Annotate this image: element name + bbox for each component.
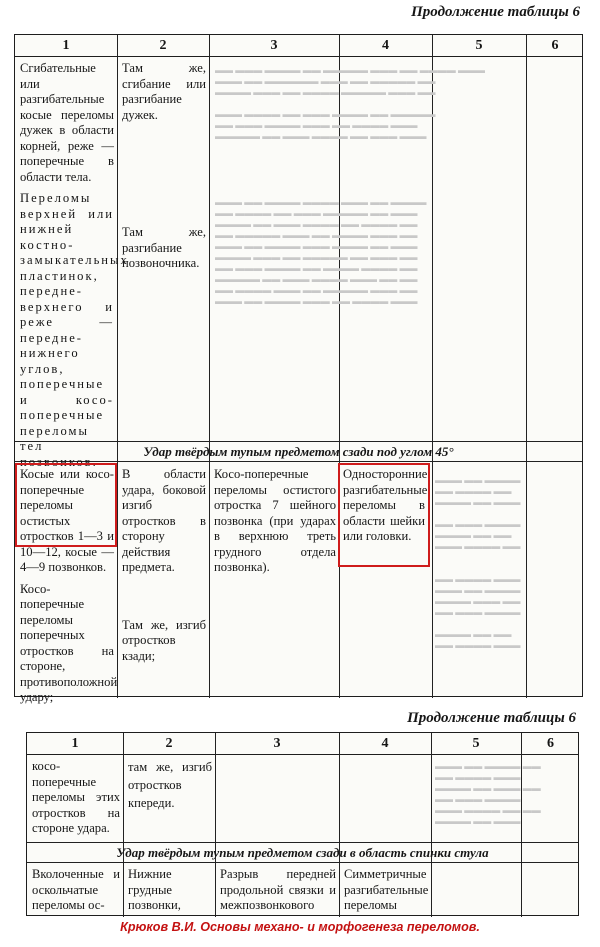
bleed-through-texture: ▬▬▬ ▬▬ ▬▬▬▬ ▬▬ ▬▬▬▬ ▬▬ ▬▬▬▬ ▬▬ ▬▬▬ ▬▬ ▬▬▬ ▬▬▬▬ ▬▬▬▬ ▬▬ ▬▬ ▬▬▬ ▬▬▬▬ ▬▬ ▬▬ ▬▬▬▬ ▬▬▬ ▬▬▬ ▬▬ ▬▬▬▬ ▬▬▬▬ ▬▬▬ ▬▬ ▬▬ ▬▬▬ ▬▬▬▬ ▬▬▬▬ ▬▬ ▬▬ ▬▬ ▬▬▬▬ ▬▬▬	[435, 475, 521, 650]
cell-text: Косо-поперечные переломы остистого отростка 7 шейного позвонка (при ударах в верхнюю треть грудного отдела позвонка).	[214, 467, 336, 574]
column-divider	[215, 733, 216, 917]
cell-text: Симметричные разгибательные переломы	[344, 867, 428, 912]
column-number-6: 6	[551, 38, 559, 53]
cell-cont-col2	[128, 759, 212, 812]
column-number-2: 2	[159, 38, 167, 53]
column-number-3: 3	[270, 38, 278, 53]
column-divider	[117, 35, 118, 698]
cell-text: Нижние грудные позвонки,	[128, 867, 181, 912]
cell-text: косо-поперечные переломы этих отростков на стороне удара.	[32, 759, 120, 835]
row-divider	[27, 862, 578, 863]
cell-text: Там же, сгибание или разгибание дужек.	[122, 61, 206, 122]
cell-text: В области удара, боковой изгиб отростков в сторону действия предмета.	[122, 467, 206, 574]
highlight-box-unilateral-fractures	[338, 463, 430, 567]
column-divider	[431, 733, 432, 917]
column-number-2: 2	[165, 736, 173, 751]
cell-text: Разрыв передней продольной связки и межпозвонкового	[220, 867, 336, 912]
cell-text: Сгибательные или разгибательные косые переломы дужек в области корней, реже — поперечные в области тела.	[20, 61, 114, 184]
table-scan-top	[14, 34, 583, 704]
table-scan-bottom	[26, 732, 579, 916]
cell-cont-col1	[32, 759, 120, 837]
cell-text: Вколоченные и оскольчатые переломы ос-	[32, 867, 120, 912]
cell-row1-col1	[20, 61, 129, 470]
column-number-5: 5	[475, 38, 483, 53]
column-divider	[339, 733, 340, 917]
cell-text: Там же, изгиб отростков кзади;	[122, 617, 206, 663]
cell-row1-col2	[122, 61, 206, 272]
continuation-header-bottom: Продолжение таблицы 6	[407, 710, 576, 726]
row-divider	[27, 842, 578, 843]
source-citation: Крюков В.И. Основы механо- и морфогенеза переломов.	[120, 920, 480, 934]
cell-text: Косые или косо-поперечные переломы остистых отростков 1—3 и 10—12, косые — 4—9 позвонков.	[20, 467, 114, 574]
cell-text: там же, изгиб отростков кпереди.	[128, 760, 212, 810]
cell-row2-col1	[32, 867, 120, 913]
cell-text: Односторонние разгибательные переломы в области шейки или головки.	[343, 467, 428, 543]
cell-row2-col3	[214, 467, 336, 576]
column-number-3: 3	[273, 736, 281, 751]
column-number-1: 1	[71, 736, 79, 751]
cell-row2-col2	[122, 467, 206, 664]
bleed-through-texture: ▬▬ ▬▬▬ ▬▬▬▬ ▬▬ ▬▬▬▬▬ ▬▬▬ ▬▬ ▬▬▬▬ ▬▬▬ ▬▬▬ ▬▬ ▬▬▬▬▬▬ ▬▬▬ ▬▬ ▬▬▬▬▬ ▬▬ ▬▬▬▬ ▬▬▬ ▬▬ ▬▬▬▬ ▬▬▬▬▬ ▬▬▬ ▬▬ ▬▬▬ ▬▬▬▬ ▬▬ ▬▬▬ ▬▬▬▬ ▬▬ ▬▬▬▬▬ ▬▬ ▬▬▬ ▬▬▬▬ ▬▬▬ ▬▬ ▬▬▬▬ ▬▬▬ ▬▬▬▬▬ ▬▬ ▬▬▬ ▬▬▬▬ ▬▬ ▬▬▬ ▬▬▬ ▬▬▬ ▬▬ ▬▬▬▬ ▬▬▬▬ ▬▬▬ ▬▬ ▬▬▬▬ ▬▬ ▬▬▬▬ ▬▬ ▬▬▬ ▬▬▬▬▬ ▬▬ ▬▬▬ ▬▬▬▬ ▬▬ ▬▬▬ ▬▬▬▬ ▬▬ ▬▬▬▬ ▬▬ ▬▬ ▬▬▬▬▬ ▬▬▬ ▬▬ ▬▬▬▬ ▬▬▬ ▬▬ ▬▬▬ ▬▬ ▬▬▬▬ ▬▬▬ ▬▬▬▬ ▬▬ ▬▬▬ ▬▬▬▬ ▬▬▬ ▬▬ ▬▬▬▬▬ ▬▬ ▬▬▬ ▬▬ ▬▬ ▬▬▬ ▬▬▬▬ ▬▬ ▬▬▬▬ ▬▬▬▬ ▬▬ ▬▬▬▬▬ ▬▬ ▬▬▬ ▬▬▬▬ ▬▬▬ ▬▬ ▬▬ ▬▬ ▬▬▬▬ ▬▬▬ ▬▬ ▬▬▬▬▬ ▬▬▬ ▬▬ ▬▬▬ ▬▬ ▬▬▬▬ ▬▬▬ ▬▬ ▬▬▬▬ ▬▬▬	[215, 65, 485, 306]
section-banner: Удар твёрдым тупым предметом сзади в область спинки стула	[116, 845, 489, 860]
cell-row2-col4	[344, 867, 428, 913]
column-number-4: 4	[382, 38, 389, 53]
column-header-row	[27, 733, 578, 755]
column-number-5: 5	[472, 736, 480, 751]
section-banner: Удар твёрдым тупым предметом сзади под углом 45°	[143, 444, 454, 459]
column-number-6: 6	[547, 736, 554, 751]
cell-text: Там же, разгибание позвоночника.	[122, 225, 206, 270]
cell-text: Переломы верхней или нижней костно-замыкательных пластинок, передне-верхнего и реже — передне-нижнего углов, поперечные и косо-поперечные переломы тел позвонков.	[20, 191, 129, 469]
column-number-1: 1	[62, 38, 70, 53]
column-header-row	[15, 35, 582, 57]
column-divider	[123, 733, 124, 917]
cell-row2-col3	[220, 867, 336, 913]
bleed-through-texture: ▬▬▬ ▬▬ ▬▬▬▬ ▬▬ ▬▬ ▬▬▬▬ ▬▬▬ ▬▬▬▬ ▬▬ ▬▬▬ ▬▬ ▬▬ ▬▬▬ ▬▬▬▬ ▬▬▬ ▬▬▬▬ ▬▬ ▬▬ ▬▬▬▬ ▬▬ ▬▬▬	[435, 761, 541, 826]
continuation-header-top: Продолжение таблицы 6	[411, 4, 580, 20]
cell-text: Косо-поперечные переломы поперечных отростков на стороне, противоположной удару;	[20, 581, 118, 704]
column-number-4: 4	[381, 736, 389, 751]
column-divider	[209, 35, 210, 698]
highlight-box-spinous-fractures	[15, 463, 117, 547]
cell-row2-col2	[128, 867, 212, 913]
